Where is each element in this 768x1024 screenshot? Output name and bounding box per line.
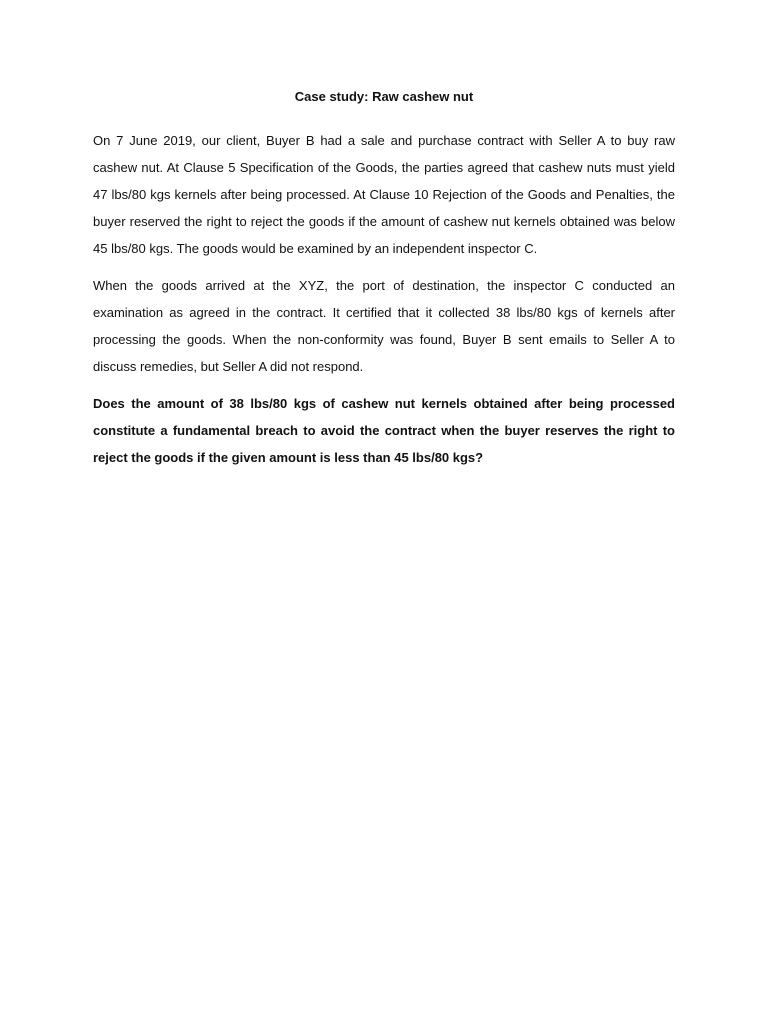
case-question: Does the amount of 38 lbs/80 kgs of cashew nut kernels obtained after being processed constitute a fundamental breach to avoid the contract when the buyer reserves the right to reject the goods if the given amount is less than 45 lbs/80 kgs?: [93, 396, 675, 465]
page-title: Case study: Raw cashew nut: [294, 89, 474, 104]
paragraph-inspection-findings: When the goods arrived at the XYZ, the port of destination, the inspector C conducted an examination as agreed in the contract. It certified that it collected 38 lbs/80 kgs of kernels after processing the goods. When the non-conformity was found, Buyer B sent emails to Seller A to discuss remedies, but Seller A did not respond.: [93, 278, 675, 374]
document-body: [93, 127, 675, 481]
paragraph-contract-background: On 7 June 2019, our client, Buyer B had a sale and purchase contract with Seller A to buy raw cashew nut. At Clause 5 Specification of the Goods, the parties agreed that cashew nuts must yield 47 lbs/80 kgs kernels after being processed. At Clause 10 Rejection of the Goods and Penalties, the buyer reserved the right to reject the goods if the amount of cashew nut kernels obtained was below 45 lbs/80 kgs. The goods would be examined by an independent inspector C.: [93, 133, 675, 256]
